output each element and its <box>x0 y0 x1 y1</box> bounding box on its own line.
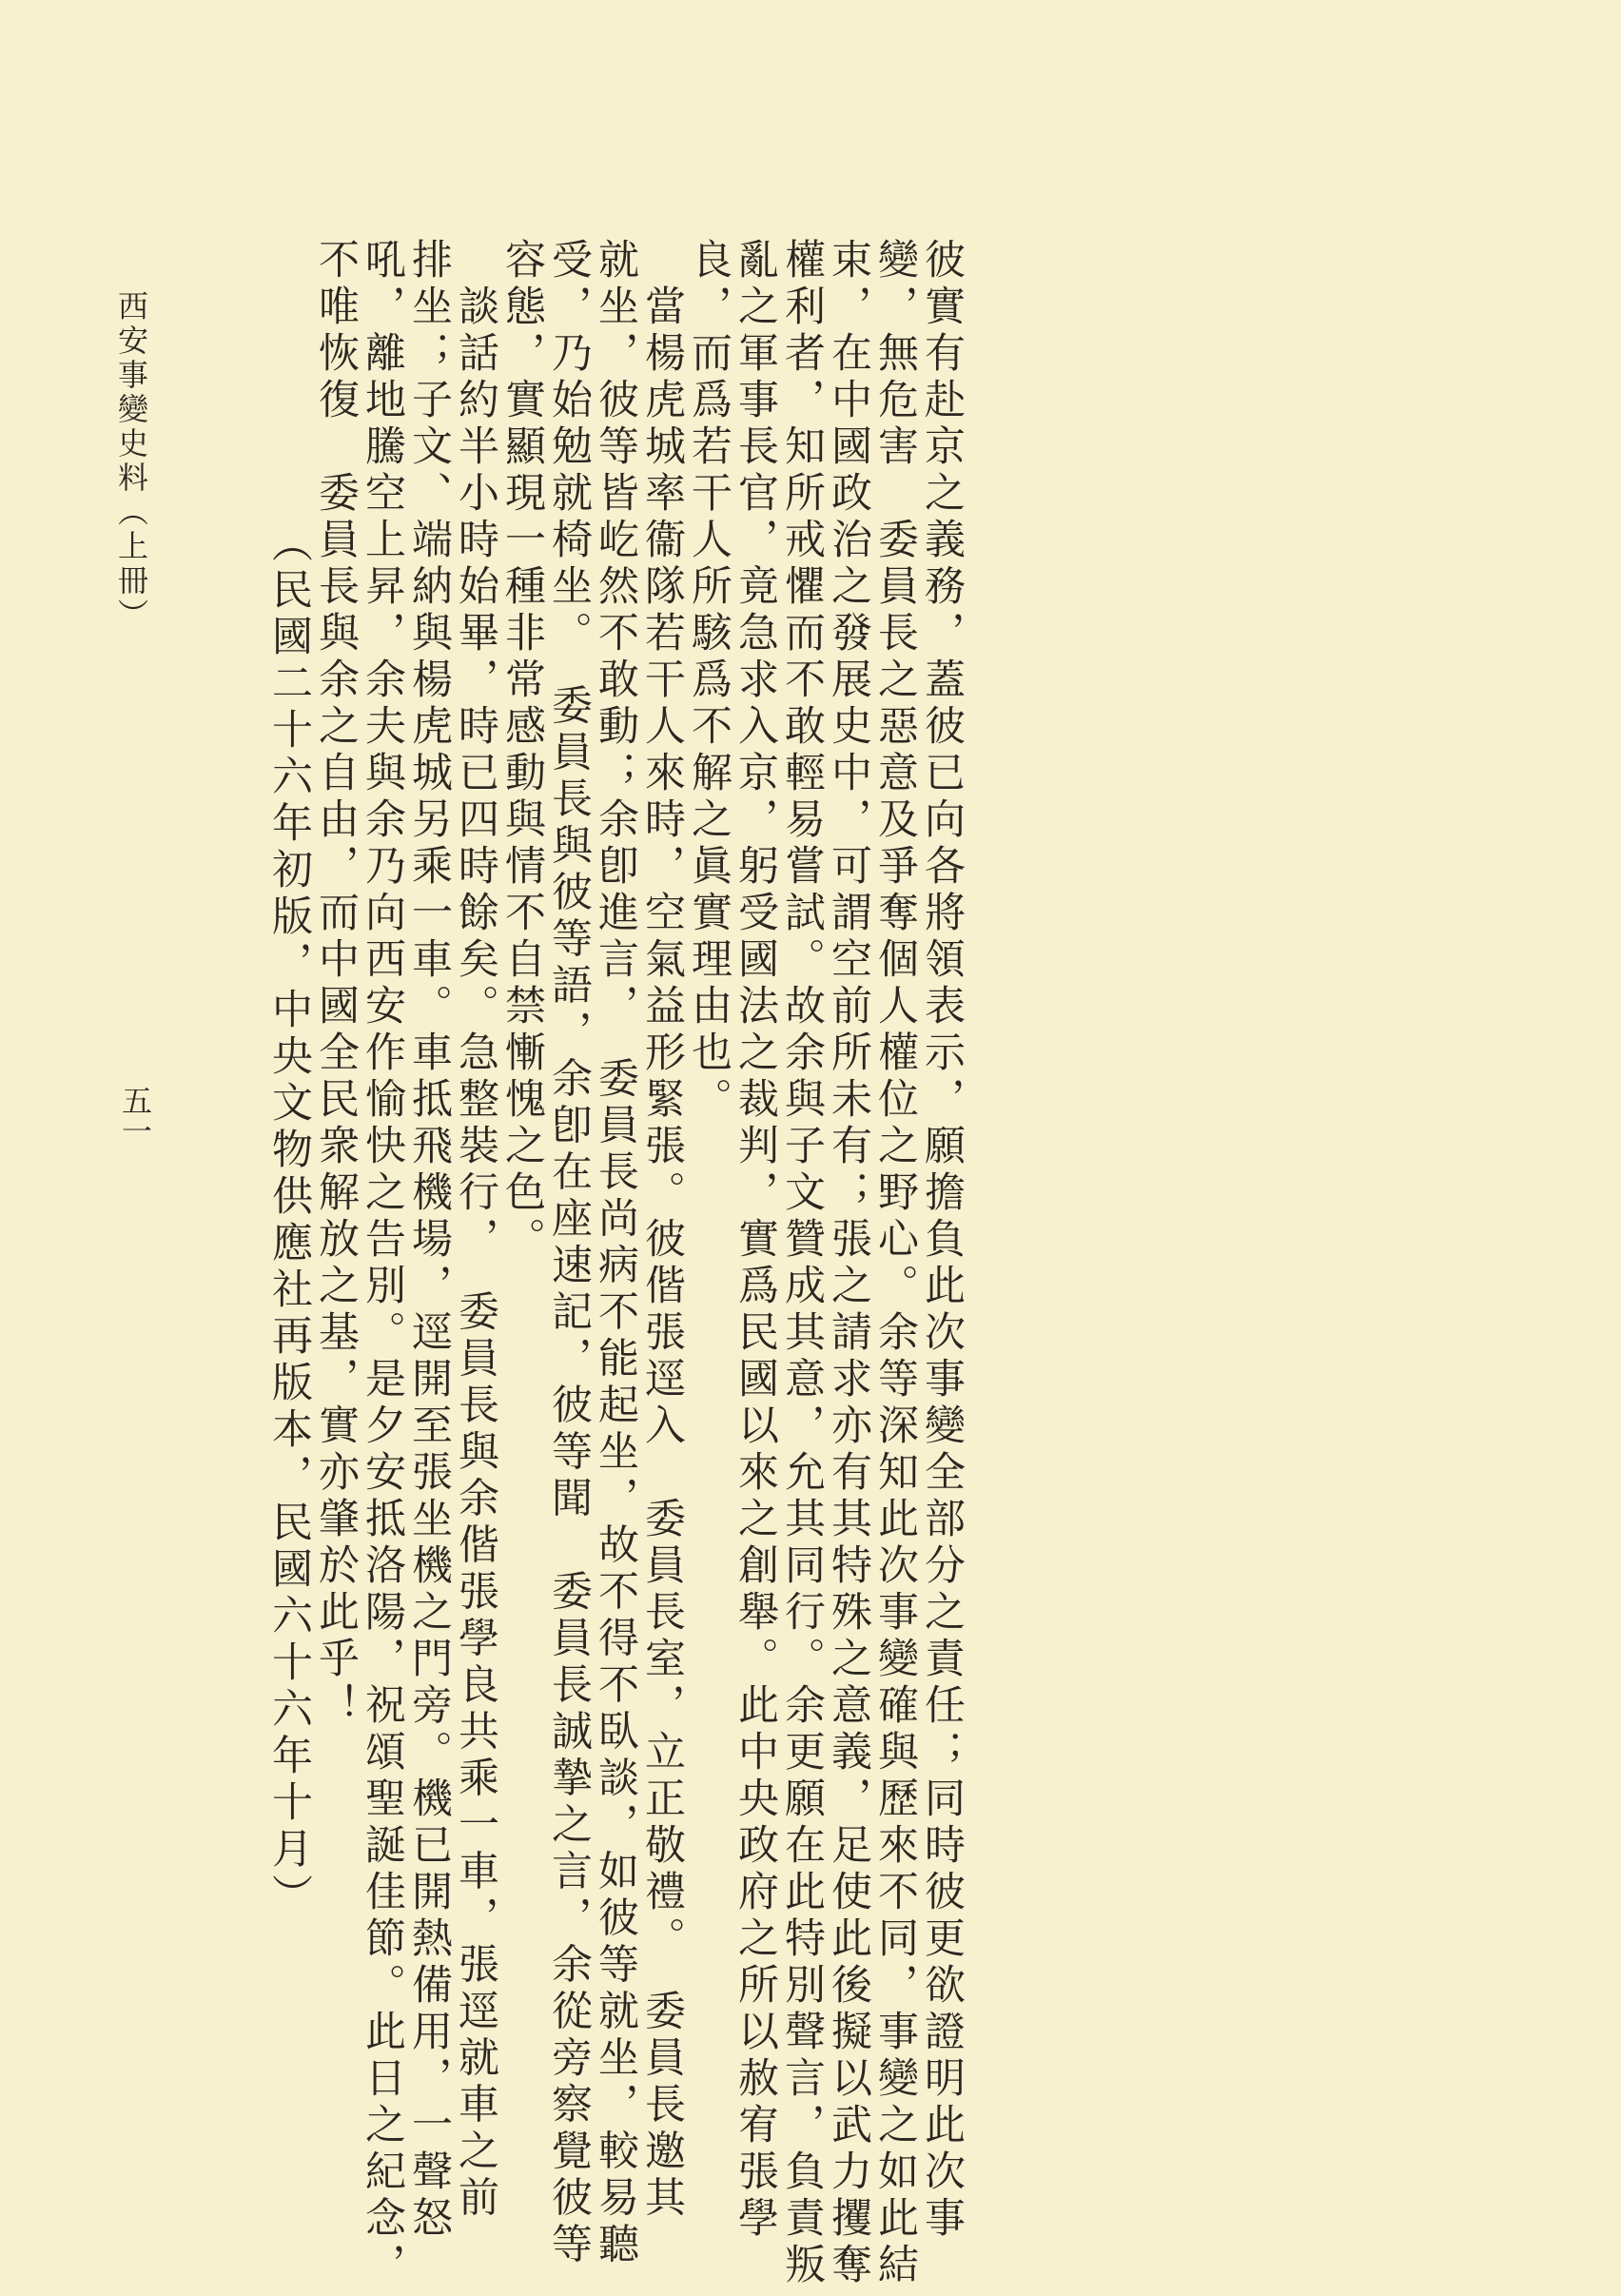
text-column: 就坐，彼等皆屹然不敢動；余卽進言， 委員長尚病不能起坐，故不得不臥談，如彼等就坐，較易聽 <box>592 238 639 2269</box>
colophon: （民國二十六年初版，中央文物供應社再版本，民國六十六年十月） <box>265 521 313 1920</box>
text-column: 變，無危害 委員長之惡意及爭奪個人權位之野心。余等深知此次事變確與歷來不同，事變之如此結 <box>871 238 919 2289</box>
text-column: 當楊虎城率衞隊若干人來時，空氣益形緊張。彼偕張逕入 委員長室，立正敬禮。 委員長邀其 <box>638 285 686 2223</box>
text-column: 權利者，知所戒懼而不敢輕易嘗試。故余與子文贊成其意，允其同行。余更願在此特別聲言，負責叛 <box>778 238 826 2289</box>
text-column: 容態，實顯現一種非常感動與情不自禁慚愧之色。 <box>498 238 546 1264</box>
body-text <box>265 238 966 2289</box>
text-column: 良，而爲若干人所駭爲不解之眞實理由也。 <box>685 238 732 1124</box>
book-title: 西安事變史料（上冊） <box>113 290 149 633</box>
text-column: 談話約半小時始畢，時已四時餘矣。急整裝行， 委員長與余偕張學良共乘一車，張逕就車之前 <box>452 285 499 2223</box>
text-column: 排坐；子文、端納與楊虎城另乘一車。車抵飛機場，逕開至張坐機之門旁。機已開熱備用，一聲怒 <box>405 238 453 2243</box>
text-column: 不唯恢復 委員長與余之自由，而中國全民衆解放之基，實亦肇於此乎！ <box>312 238 360 1730</box>
text-column: 束，在中國政治之發展史中，可謂空前所未有；張之請求亦有其特殊之意義，足使此後擬以武力攫奪 <box>825 238 872 2289</box>
text-column: 吼，離地騰空上昇，余夫與余乃向西安作愉快之告別。是夕安抵洛陽，祝頌聖誕佳節。此日之紀念， <box>359 238 406 2289</box>
text-column: 受，乃始勉就椅坐。 委員長與彼等語，余卽在座速記，彼等聞 委員長誠摯之言，余從旁察覺彼等 <box>545 238 593 2269</box>
text-column: 亂之軍事長官，竟急求入京，躬受國法之裁判，實爲民國以來之創舉。此中央政府之所以赦宥張學 <box>732 238 779 2243</box>
text-column: 彼實有赴京之義務，蓋彼已向各將領表示，願擔負此次事變全部分之責任；同時彼更欲證明此次事 <box>918 238 966 2243</box>
page-number: 五一 <box>117 1085 153 1146</box>
